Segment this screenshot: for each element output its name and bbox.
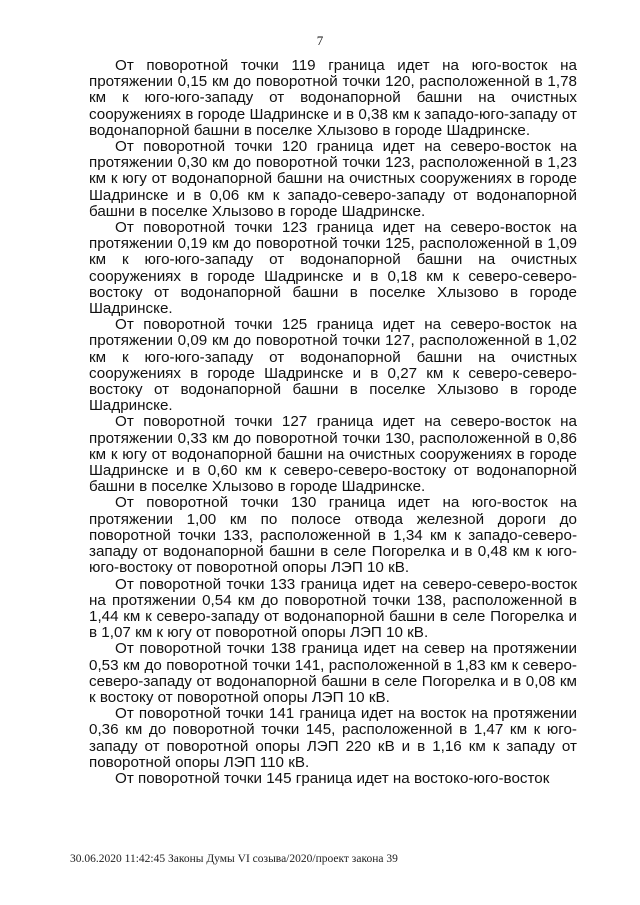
paragraph-point-138: От поворотной точки 138 граница идет на север на протяжении 0,53 км до поворотной точки 141, расположенной в 1,83 км к северо-северо-западу от водонапорной башни в селе Погорелка и в 0,08 км к востоку от поворотной опоры ЛЭП 10 кВ.	[89, 640, 577, 706]
paragraph-point-120: От поворотной точки 120 граница идет на северо-восток на протяжении 0,30 км до поворотной точки 123, расположенной в 1,23 км к югу от водонапорной башни на очистных сооружениях в городе Шадринске и в 0,06 км к западо-северо-западу от водонапорной башни в поселке Хлызово в городе Шадринске.	[89, 138, 577, 220]
page-number: 7	[316, 33, 324, 48]
paragraph-point-141: От поворотной точки 141 граница идет на восток на протяжении 0,36 км до поворотной точки 145, расположенной в 1,47 км к юго-западу от поворотной опоры ЛЭП 220 кВ и в 1,16 км к западу от поворотной опоры ЛЭП 110 кВ.	[89, 705, 577, 771]
paragraph-point-133: От поворотной точки 133 граница идет на северо-северо-восток на протяжении 0,54 км до поворотной точки 138, расположенной в 1,44 км к северо-западу от водонапорной башни в селе Погорелка и в 1,07 км к югу от поворотной опоры ЛЭП 10 кВ.	[89, 575, 577, 642]
document-body	[89, 58, 577, 787]
paragraph-point-145: От поворотной точки 145 граница идет на востоко-юго-восток	[115, 769, 550, 787]
document-footer: 30.06.2020 11:42:45 Законы Думы VI созыва/2020/проект закона 39	[70, 853, 398, 865]
paragraph-point-125: От поворотной точки 125 граница идет на северо-восток на протяжении 0,09 км до поворотной точки 127, расположенной в 1,02 км к юго-юго-западу от водонапорной башни на очистных сооружениях в городе Шадринске и в 0,27 км к северо-северо-востоку от водонапорной башни в поселке Хлызово в городе Шадринске.	[89, 316, 577, 415]
paragraph-point-123: От поворотной точки 123 граница идет на северо-восток на протяжении 0,19 км до поворотной точки 125, расположенной в 1,09 км к юго-юго-западу от водонапорной башни на очистных сооружениях в городе Шадринске и в 0,18 км к северо-северо-востоку от водонапорной башни в поселке Хлызово в городе Шадринске.	[89, 219, 577, 318]
paragraph-point-119: От поворотной точки 119 граница идет на юго-восток на протяжении 0,15 км до поворотной точки 120, расположенной в 1,78 км к юго-юго-западу от водонапорной башни на очистных сооружениях в городе Шадринске и в 0,38 км к западо-юго-западу от водонапорной башни в поселке Хлызово в городе Шадринске.	[89, 57, 577, 139]
paragraph-point-130: От поворотной точки 130 граница идет на юго-восток на протяжении 1,00 км по полосе отвода железной дороги до поворотной точки 133, расположенной в 1,34 км к западо-северо-западу от водонапорной башни в селе Погорелка и в 0,48 км к юго-юго-востоку от поворотной опоры ЛЭП 10 кВ.	[89, 494, 577, 577]
paragraph-point-127: От поворотной точки 127 граница идет на северо-восток на протяжении 0,33 км до поворотной точки 130, расположенной в 0,86 км к югу от водонапорной башни на очистных сооружениях в городе Шадринске и в 0,60 км к северо-северо-востоку от водонапорной башни в поселке Хлызово в городе Шадринске.	[89, 413, 577, 496]
